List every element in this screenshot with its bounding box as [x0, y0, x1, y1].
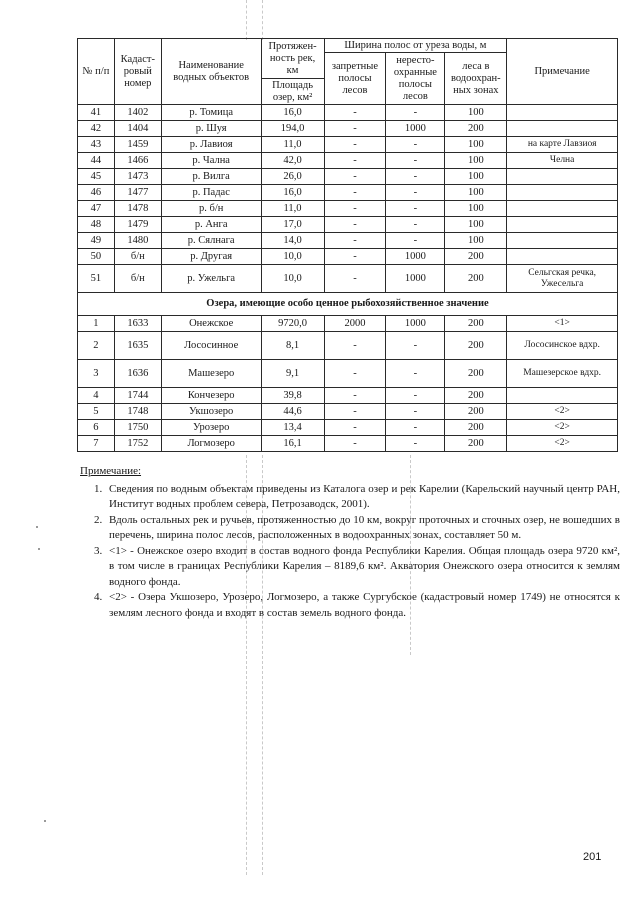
cell-num: 49 [78, 233, 115, 249]
cell-forest: 200 [445, 121, 507, 137]
cell-num: 48 [78, 217, 115, 233]
cell-size: 16,1 [261, 436, 324, 452]
cell-cadastral: 1479 [114, 217, 161, 233]
cell-name: Урозеро [161, 420, 261, 436]
cell-note: Машезерское вдхр. [507, 360, 618, 388]
cell-forest: 200 [445, 332, 507, 360]
cell-forest: 100 [445, 217, 507, 233]
cell-note [507, 185, 618, 201]
notes-block [80, 464, 620, 621]
table-row [78, 436, 618, 452]
scan-artifact-line [262, 0, 263, 40]
cell-spawning: 1000 [386, 121, 445, 137]
cell-note: на карте Лавзиоя [507, 137, 618, 153]
cell-prohibited: - [324, 388, 386, 404]
table-row [78, 420, 618, 436]
header-water-forest: леса в водоохран-ных зонах [445, 53, 507, 105]
cell-size: 39,8 [261, 388, 324, 404]
note-item: 4. <2> - Озера Укшозеро, Урозеро, Логмозеро, а также Сургубское (кадастровый номер 1749) не относятся к землям лесного фонда и входят в состав земель водного фонда. [105, 590, 620, 621]
cell-prohibited: - [324, 201, 386, 217]
cell-prohibited: - [324, 360, 386, 388]
header-area: Площадь озер, км² [261, 79, 324, 105]
scan-artifact-dot [44, 820, 46, 822]
cell-prohibited: - [324, 185, 386, 201]
note-item: 3. <1> - Онежское озеро входит в состав водного фонда Республики Карелия. Общая площадь озера 9720 км², в том числе в границах Республики Карелия – 8189,6 км². Акватория Онежского озера относится к землям водного фонда. [105, 544, 620, 591]
cell-forest: 200 [445, 360, 507, 388]
cell-prohibited: 2000 [324, 316, 386, 332]
cell-size: 194,0 [261, 121, 324, 137]
cell-cadastral: 1750 [114, 420, 161, 436]
cell-cadastral: 1744 [114, 388, 161, 404]
cell-num: 42 [78, 121, 115, 137]
cell-name: р. Анга [161, 217, 261, 233]
cell-num: 47 [78, 201, 115, 217]
cell-forest: 200 [445, 420, 507, 436]
header-num: № п/п [78, 39, 115, 105]
cell-name: р. б/н [161, 201, 261, 217]
cell-cadastral: 1478 [114, 201, 161, 217]
cell-note [507, 249, 618, 265]
cell-size: 26,0 [261, 169, 324, 185]
scan-artifact-dot [36, 526, 38, 528]
cell-cadastral: 1752 [114, 436, 161, 452]
cell-cadastral: 1477 [114, 185, 161, 201]
cell-name: р. Томица [161, 105, 261, 121]
cell-name: р. Вилга [161, 169, 261, 185]
cell-size: 8,1 [261, 332, 324, 360]
notes-list [80, 482, 620, 622]
cell-cadastral: б/н [114, 249, 161, 265]
cell-note: <2> [507, 404, 618, 420]
cell-note [507, 233, 618, 249]
lakes-body [78, 316, 618, 452]
cell-spawning: - [386, 137, 445, 153]
cell-cadastral: 1473 [114, 169, 161, 185]
cell-note: <2> [507, 420, 618, 436]
scan-artifact-line [246, 0, 247, 40]
table-row [78, 332, 618, 360]
cell-spawning: - [386, 233, 445, 249]
rivers-body [78, 105, 618, 293]
cell-cadastral: 1748 [114, 404, 161, 420]
cell-name: Лососинное [161, 332, 261, 360]
cell-name: Машезеро [161, 360, 261, 388]
cell-size: 11,0 [261, 201, 324, 217]
cell-cadastral: 1635 [114, 332, 161, 360]
cell-note [507, 388, 618, 404]
table-row [78, 153, 618, 169]
cell-num: 50 [78, 249, 115, 265]
cell-name: р. Ужельга [161, 265, 261, 293]
cell-spawning: - [386, 332, 445, 360]
lakes-section-title: Озера, имеющие особо ценное рыбохозяйственное значение [78, 293, 618, 316]
cell-num: 4 [78, 388, 115, 404]
cell-cadastral: 1633 [114, 316, 161, 332]
cell-cadastral: 1480 [114, 233, 161, 249]
cell-cadastral: 1459 [114, 137, 161, 153]
cell-size: 13,4 [261, 420, 324, 436]
cell-size: 9720,0 [261, 316, 324, 332]
header-name: Наименование водных объектов [161, 39, 261, 105]
table-row [78, 217, 618, 233]
cell-size: 44,6 [261, 404, 324, 420]
header-spawning: нересто-охранные полосы лесов [386, 53, 445, 105]
cell-note: <1> [507, 316, 618, 332]
cell-spawning: 1000 [386, 249, 445, 265]
cell-cadastral: 1636 [114, 360, 161, 388]
cell-forest: 200 [445, 265, 507, 293]
cell-forest: 100 [445, 185, 507, 201]
cell-prohibited: - [324, 420, 386, 436]
cell-forest: 200 [445, 404, 507, 420]
cell-num: 5 [78, 404, 115, 420]
cell-forest: 100 [445, 233, 507, 249]
cell-forest: 200 [445, 388, 507, 404]
cell-note: Челна [507, 153, 618, 169]
cell-name: р. Лавиоя [161, 137, 261, 153]
cell-size: 10,0 [261, 249, 324, 265]
cell-prohibited: - [324, 332, 386, 360]
cell-size: 14,0 [261, 233, 324, 249]
cell-size: 16,0 [261, 185, 324, 201]
table-row [78, 316, 618, 332]
table-row [78, 169, 618, 185]
cell-size: 42,0 [261, 153, 324, 169]
water-objects-table [77, 38, 618, 452]
cell-name: р. Сялнага [161, 233, 261, 249]
cell-spawning: - [386, 185, 445, 201]
note-item: 1. Сведения по водным объектам приведены из Каталога озер и рек Карелии (Карельский научный центр РАН, Институт водных проблем севера, Петрозаводск, 2001). [105, 482, 620, 513]
cell-prohibited: - [324, 217, 386, 233]
table-row [78, 249, 618, 265]
cell-note [507, 105, 618, 121]
cell-spawning: - [386, 105, 445, 121]
table-row [78, 265, 618, 293]
page-number: 201 [583, 851, 602, 863]
cell-prohibited: - [324, 169, 386, 185]
cell-spawning: - [386, 404, 445, 420]
header-note: Примечание [507, 39, 618, 105]
cell-prohibited: - [324, 265, 386, 293]
cell-num: 44 [78, 153, 115, 169]
cell-prohibited: - [324, 121, 386, 137]
cell-spawning: - [386, 420, 445, 436]
header-cadastral: Кадаст-ровый номер [114, 39, 161, 105]
cell-spawning: - [386, 217, 445, 233]
cell-spawning: - [386, 153, 445, 169]
cell-name: Укшозеро [161, 404, 261, 420]
cell-spawning: - [386, 169, 445, 185]
table-row [78, 121, 618, 137]
cell-forest: 100 [445, 169, 507, 185]
cell-name: р. Шуя [161, 121, 261, 137]
cell-num: 46 [78, 185, 115, 201]
cell-prohibited: - [324, 249, 386, 265]
cell-note [507, 217, 618, 233]
cell-forest: 100 [445, 105, 507, 121]
cell-name: Онежское [161, 316, 261, 332]
cell-cadastral: 1402 [114, 105, 161, 121]
header-length: Протяжен-ность рек, км [261, 39, 324, 79]
cell-spawning: - [386, 360, 445, 388]
cell-num: 2 [78, 332, 115, 360]
cell-prohibited: - [324, 404, 386, 420]
cell-size: 10,0 [261, 265, 324, 293]
cell-prohibited: - [324, 436, 386, 452]
table-row [78, 233, 618, 249]
cell-num: 51 [78, 265, 115, 293]
cell-name: р. Другая [161, 249, 261, 265]
header-width-group: Ширина полос от уреза воды, м [324, 39, 507, 53]
scan-artifact-dot [38, 548, 40, 550]
cell-prohibited: - [324, 233, 386, 249]
cell-num: 3 [78, 360, 115, 388]
cell-note: <2> [507, 436, 618, 452]
notes-heading: Примечание: [80, 465, 142, 477]
cell-note [507, 169, 618, 185]
cell-note [507, 121, 618, 137]
cell-name: р. Чална [161, 153, 261, 169]
table-row [78, 185, 618, 201]
cell-forest: 200 [445, 249, 507, 265]
cell-forest: 100 [445, 201, 507, 217]
cell-note [507, 201, 618, 217]
cell-num: 45 [78, 169, 115, 185]
cell-cadastral: 1466 [114, 153, 161, 169]
table-row [78, 404, 618, 420]
cell-size: 11,0 [261, 137, 324, 153]
cell-name: Логмозеро [161, 436, 261, 452]
cell-spawning: 1000 [386, 316, 445, 332]
cell-cadastral: 1404 [114, 121, 161, 137]
cell-num: 43 [78, 137, 115, 153]
cell-spawning: - [386, 201, 445, 217]
cell-forest: 100 [445, 153, 507, 169]
cell-forest: 200 [445, 436, 507, 452]
cell-note: Лососинское вдхр. [507, 332, 618, 360]
cell-name: Кончезеро [161, 388, 261, 404]
cell-num: 41 [78, 105, 115, 121]
cell-spawning: - [386, 436, 445, 452]
cell-spawning: - [386, 388, 445, 404]
header-prohibited: запретные полосы лесов [324, 53, 386, 105]
cell-spawning: 1000 [386, 265, 445, 293]
cell-num: 7 [78, 436, 115, 452]
cell-note: Сельгская речка, Ужесельга [507, 265, 618, 293]
cell-size: 16,0 [261, 105, 324, 121]
cell-num: 1 [78, 316, 115, 332]
cell-prohibited: - [324, 137, 386, 153]
table-row [78, 137, 618, 153]
cell-prohibited: - [324, 105, 386, 121]
table-row [78, 201, 618, 217]
cell-size: 9,1 [261, 360, 324, 388]
cell-forest: 200 [445, 316, 507, 332]
cell-forest: 100 [445, 137, 507, 153]
cell-prohibited: - [324, 153, 386, 169]
cell-cadastral: б/н [114, 265, 161, 293]
cell-size: 17,0 [261, 217, 324, 233]
cell-name: р. Падас [161, 185, 261, 201]
cell-num: 6 [78, 420, 115, 436]
table-row [78, 105, 618, 121]
note-item: 2. Вдоль остальных рек и ручьев, протяженностью до 10 км, вокруг проточных и сточных озер, не вошедших в перечень, ширина полос лесов, расположенных в водоохранных зонах, составляет 50 м. [105, 513, 620, 544]
table-row [78, 388, 618, 404]
table-row [78, 360, 618, 388]
